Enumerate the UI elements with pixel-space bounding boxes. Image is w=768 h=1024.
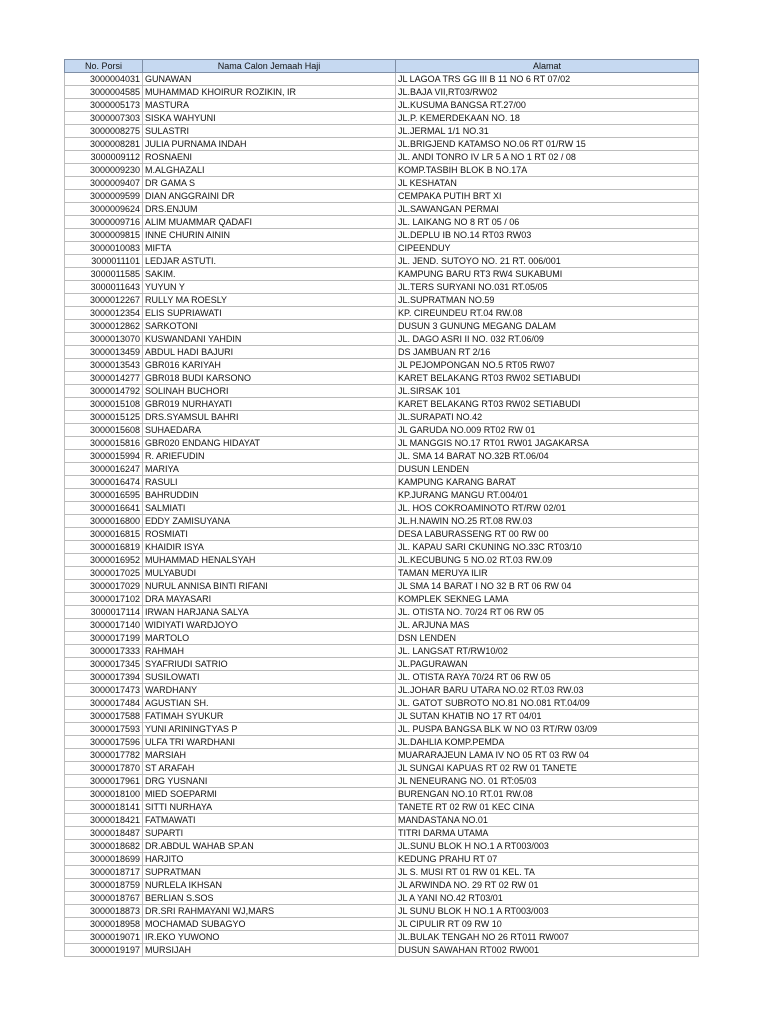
table-row <box>65 86 699 99</box>
cell-no-porsi: 3000018958 <box>65 918 143 931</box>
table-row <box>65 411 699 424</box>
cell-no-porsi: 3000012354 <box>65 307 143 320</box>
cell-alamat: JL.H.NAWIN NO.25 RT.08 RW.03 <box>396 515 699 528</box>
cell-no-porsi: 3000015608 <box>65 424 143 437</box>
cell-nama: SAKIM. <box>143 268 396 281</box>
cell-alamat: JL.DEPLU IB NO.14 RT03 RW03 <box>396 229 699 242</box>
cell-no-porsi: 3000016800 <box>65 515 143 528</box>
cell-nama: DRS.SYAMSUL BAHRI <box>143 411 396 424</box>
table-row <box>65 398 699 411</box>
table-row <box>65 905 699 918</box>
cell-nama: IR.EKO YUWONO <box>143 931 396 944</box>
table-row <box>65 931 699 944</box>
cell-nama: ALIM MUAMMAR QADAFI <box>143 216 396 229</box>
table-row <box>65 528 699 541</box>
hajj-registrant-table <box>64 59 699 957</box>
cell-nama: JULIA PURNAMA INDAH <box>143 138 396 151</box>
cell-nama: KHAIDIR ISYA <box>143 541 396 554</box>
cell-nama: YUYUN Y <box>143 281 396 294</box>
cell-no-porsi: 3000011585 <box>65 268 143 281</box>
cell-alamat: JL. HOS COKROAMINOTO RT/RW 02/01 <box>396 502 699 515</box>
cell-no-porsi: 3000017484 <box>65 697 143 710</box>
table-row <box>65 489 699 502</box>
table-row <box>65 346 699 359</box>
cell-no-porsi: 3000017114 <box>65 606 143 619</box>
table-row <box>65 801 699 814</box>
cell-alamat: BURENGAN NO.10 RT.01 RW.08 <box>396 788 699 801</box>
cell-nama: SUHAEDARA <box>143 424 396 437</box>
table-row <box>65 723 699 736</box>
cell-alamat: DUSUN LENDEN <box>396 463 699 476</box>
cell-nama: IRWAN HARJANA SALYA <box>143 606 396 619</box>
cell-nama: DIAN ANGGRAINI DR <box>143 190 396 203</box>
cell-alamat: KEDUNG PRAHU RT 07 <box>396 853 699 866</box>
cell-no-porsi: 3000014277 <box>65 372 143 385</box>
cell-alamat: JL NENEURANG NO. 01 RT:05/03 <box>396 775 699 788</box>
cell-alamat: JL.PAGURAWAN <box>396 658 699 671</box>
cell-nama: DRG YUSNANI <box>143 775 396 788</box>
cell-nama: R. ARIEFUDIN <box>143 450 396 463</box>
cell-no-porsi: 3000018421 <box>65 814 143 827</box>
table-row <box>65 658 699 671</box>
table-row <box>65 229 699 242</box>
cell-alamat: JL.SIRSAK 101 <box>396 385 699 398</box>
cell-nama: LEDJAR ASTUTI. <box>143 255 396 268</box>
cell-no-porsi: 3000017140 <box>65 619 143 632</box>
cell-no-porsi: 3000018759 <box>65 879 143 892</box>
cell-alamat: JL LAGOA TRS GG III B 11 NO 6 RT 07/02 <box>396 73 699 86</box>
cell-nama: DRS.ENJUM <box>143 203 396 216</box>
cell-no-porsi: 3000018141 <box>65 801 143 814</box>
cell-alamat: KAMPUNG KARANG BARAT <box>396 476 699 489</box>
cell-nama: SUPRATMAN <box>143 866 396 879</box>
cell-nama: GBR019 NURHAYATI <box>143 398 396 411</box>
cell-nama: FATIMAH SYUKUR <box>143 710 396 723</box>
table-row <box>65 606 699 619</box>
table-row <box>65 164 699 177</box>
table-row <box>65 684 699 697</box>
cell-no-porsi: 3000009624 <box>65 203 143 216</box>
header-nama: Nama Calon Jemaah Haji <box>143 60 396 73</box>
table-row <box>65 554 699 567</box>
cell-no-porsi: 3000017102 <box>65 593 143 606</box>
table-row <box>65 320 699 333</box>
table-row <box>65 775 699 788</box>
cell-alamat: TANETE RT 02 RW 01 KEC CINA <box>396 801 699 814</box>
cell-no-porsi: 3000009230 <box>65 164 143 177</box>
cell-nama: GUNAWAN <box>143 73 396 86</box>
cell-alamat: JL KESHATAN <box>396 177 699 190</box>
cell-no-porsi: 3000009407 <box>65 177 143 190</box>
cell-nama: SALMIATI <box>143 502 396 515</box>
cell-alamat: JL SUTAN KHATIB NO 17 RT 04/01 <box>396 710 699 723</box>
table-row <box>65 463 699 476</box>
cell-nama: SULASTRI <box>143 125 396 138</box>
cell-nama: DR.ABDUL WAHAB SP.AN <box>143 840 396 853</box>
cell-no-porsi: 3000018487 <box>65 827 143 840</box>
cell-nama: MARTOLO <box>143 632 396 645</box>
cell-no-porsi: 3000013459 <box>65 346 143 359</box>
table-row <box>65 138 699 151</box>
table-row <box>65 697 699 710</box>
cell-alamat: JL.P. KEMERDEKAAN NO. 18 <box>396 112 699 125</box>
cell-alamat: MUARARAJEUN LAMA IV NO 05 RT 03 RW 04 <box>396 749 699 762</box>
cell-nama: MARIYA <box>143 463 396 476</box>
cell-no-porsi: 3000008281 <box>65 138 143 151</box>
cell-alamat: JL CIPULIR RT 09 RW 10 <box>396 918 699 931</box>
cell-no-porsi: 3000019197 <box>65 944 143 957</box>
table-row <box>65 112 699 125</box>
cell-alamat: JL SUNGAI KAPUAS RT 02 RW 01 TANETE <box>396 762 699 775</box>
cell-no-porsi: 3000017782 <box>65 749 143 762</box>
table-row <box>65 645 699 658</box>
table-row <box>65 515 699 528</box>
cell-alamat: KP.JURANG MANGU RT.004/01 <box>396 489 699 502</box>
cell-no-porsi: 3000017029 <box>65 580 143 593</box>
cell-no-porsi: 3000017025 <box>65 567 143 580</box>
cell-nama: SUPARTI <box>143 827 396 840</box>
cell-alamat: JL. OTISTA NO. 70/24 RT 06 RW 05 <box>396 606 699 619</box>
cell-no-porsi: 3000017596 <box>65 736 143 749</box>
cell-alamat: CEMPAKA PUTIH BRT XI <box>396 190 699 203</box>
cell-no-porsi: 3000017588 <box>65 710 143 723</box>
table-row <box>65 177 699 190</box>
cell-no-porsi: 3000017593 <box>65 723 143 736</box>
cell-nama: MUHAMMAD KHOIRUR ROZIKIN, IR <box>143 86 396 99</box>
cell-nama: EDDY ZAMISUYANA <box>143 515 396 528</box>
table-row <box>65 580 699 593</box>
cell-nama: SUSILOWATI <box>143 671 396 684</box>
cell-alamat: JL. PUSPA BANGSA BLK W NO 03 RT/RW 03/09 <box>396 723 699 736</box>
cell-no-porsi: 3000016641 <box>65 502 143 515</box>
table-row <box>65 437 699 450</box>
table-row <box>65 541 699 554</box>
cell-nama: INNE CHURIN AININ <box>143 229 396 242</box>
table-row <box>65 385 699 398</box>
cell-nama: ST ARAFAH <box>143 762 396 775</box>
cell-no-porsi: 3000013070 <box>65 333 143 346</box>
cell-no-porsi: 3000017345 <box>65 658 143 671</box>
cell-no-porsi: 3000018717 <box>65 866 143 879</box>
table-body <box>65 73 699 957</box>
cell-alamat: JL.BULAK TENGAH NO 26 RT011 RW007 <box>396 931 699 944</box>
cell-alamat: KARET BELAKANG RT03 RW02 SETIABUDI <box>396 398 699 411</box>
cell-no-porsi: 3000016815 <box>65 528 143 541</box>
cell-alamat: JL PEJOMPONGAN NO.5 RT05 RW07 <box>396 359 699 372</box>
cell-no-porsi: 3000009815 <box>65 229 143 242</box>
table-row <box>65 73 699 86</box>
cell-nama: GBR020 ENDANG HIDAYAT <box>143 437 396 450</box>
table-row <box>65 814 699 827</box>
cell-alamat: JL. KAPAU SARI CKUNING NO.33C RT03/10 <box>396 541 699 554</box>
cell-alamat: JL.TERS SURYANI NO.031 RT.05/05 <box>396 281 699 294</box>
cell-no-porsi: 3000018699 <box>65 853 143 866</box>
cell-no-porsi: 3000011643 <box>65 281 143 294</box>
table-row <box>65 99 699 112</box>
table-row <box>65 216 699 229</box>
cell-no-porsi: 3000018873 <box>65 905 143 918</box>
cell-alamat: JL GARUDA NO.009 RT02 RW 01 <box>396 424 699 437</box>
cell-no-porsi: 3000019071 <box>65 931 143 944</box>
cell-no-porsi: 3000010083 <box>65 242 143 255</box>
cell-nama: DR GAMA S <box>143 177 396 190</box>
table-row <box>65 125 699 138</box>
cell-nama: ELIS SUPRIAWATI <box>143 307 396 320</box>
cell-alamat: KOMPLEK SEKNEG LAMA <box>396 593 699 606</box>
table-row <box>65 762 699 775</box>
cell-nama: RASULI <box>143 476 396 489</box>
cell-alamat: JL. LAIKANG NO 8 RT 05 / 06 <box>396 216 699 229</box>
cell-nama: SOLINAH BUCHORI <box>143 385 396 398</box>
cell-no-porsi: 3000017394 <box>65 671 143 684</box>
cell-nama: WIDIYATI WARDJOYO <box>143 619 396 632</box>
cell-nama: SITTI NURHAYA <box>143 801 396 814</box>
cell-no-porsi: 3000017199 <box>65 632 143 645</box>
cell-alamat: JL. JEND. SUTOYO NO. 21 RT. 006/001 <box>396 255 699 268</box>
cell-no-porsi: 3000016474 <box>65 476 143 489</box>
cell-nama: MIFTA <box>143 242 396 255</box>
cell-alamat: KOMP.TASBIH BLOK B NO.17A <box>396 164 699 177</box>
table-row <box>65 203 699 216</box>
table-row <box>65 879 699 892</box>
table-row <box>65 151 699 164</box>
cell-alamat: JL. OTISTA RAYA 70/24 RT 06 RW 05 <box>396 671 699 684</box>
cell-no-porsi: 3000016247 <box>65 463 143 476</box>
cell-nama: ULFA TRI WARDHANI <box>143 736 396 749</box>
table-row <box>65 749 699 762</box>
cell-no-porsi: 3000007303 <box>65 112 143 125</box>
cell-no-porsi: 3000008275 <box>65 125 143 138</box>
table-row <box>65 255 699 268</box>
cell-nama: ROSMIATI <box>143 528 396 541</box>
cell-nama: ROSNAENI <box>143 151 396 164</box>
cell-nama: MIED SOEPARMI <box>143 788 396 801</box>
cell-nama: MARSIAH <box>143 749 396 762</box>
table-row <box>65 450 699 463</box>
table-row <box>65 840 699 853</box>
cell-nama: SARKOTONI <box>143 320 396 333</box>
cell-no-porsi: 3000012862 <box>65 320 143 333</box>
table-row <box>65 892 699 905</box>
cell-nama: FATMAWATI <box>143 814 396 827</box>
header-alamat: Alamat <box>396 60 699 73</box>
cell-no-porsi: 3000018682 <box>65 840 143 853</box>
cell-nama: MASTURA <box>143 99 396 112</box>
cell-no-porsi: 3000013543 <box>65 359 143 372</box>
table-row <box>65 372 699 385</box>
cell-nama: HARJITO <box>143 853 396 866</box>
table-row <box>65 242 699 255</box>
cell-no-porsi: 3000009112 <box>65 151 143 164</box>
cell-alamat: JL.KECUBUNG 5 NO.02 RT.03 RW.09 <box>396 554 699 567</box>
cell-nama: MULYABUDI <box>143 567 396 580</box>
table-row <box>65 268 699 281</box>
cell-nama: NURLELA IKHSAN <box>143 879 396 892</box>
cell-alamat: JL MANGGIS NO.17 RT01 RW01 JAGAKARSA <box>396 437 699 450</box>
cell-nama: BERLIAN S.SOS <box>143 892 396 905</box>
cell-alamat: DSN LENDEN <box>396 632 699 645</box>
table-row <box>65 190 699 203</box>
cell-nama: KUSWANDANI YAHDIN <box>143 333 396 346</box>
cell-no-porsi: 3000017333 <box>65 645 143 658</box>
cell-no-porsi: 3000011101 <box>65 255 143 268</box>
cell-alamat: MANDASTANA NO.01 <box>396 814 699 827</box>
cell-no-porsi: 3000018767 <box>65 892 143 905</box>
header-row <box>65 60 699 73</box>
cell-nama: MOCHAMAD SUBAGYO <box>143 918 396 931</box>
table-row <box>65 671 699 684</box>
cell-no-porsi: 3000016952 <box>65 554 143 567</box>
cell-nama: MUHAMMAD HENALSYAH <box>143 554 396 567</box>
table-row <box>65 476 699 489</box>
table-row <box>65 619 699 632</box>
cell-alamat: JL. LANGSAT RT/RW10/02 <box>396 645 699 658</box>
cell-alamat: JL.SUNU BLOK H NO.1 A RT003/003 <box>396 840 699 853</box>
cell-no-porsi: 3000004585 <box>65 86 143 99</box>
cell-alamat: JL. ARJUNA MAS <box>396 619 699 632</box>
cell-nama: DRA MAYASARI <box>143 593 396 606</box>
cell-nama: SISKA WAHYUNI <box>143 112 396 125</box>
cell-no-porsi: 3000018100 <box>65 788 143 801</box>
cell-alamat: JL ARWINDA NO. 29 RT 02 RW 01 <box>396 879 699 892</box>
cell-nama: BAHRUDDIN <box>143 489 396 502</box>
header-no-porsi: No. Porsi <box>65 60 143 73</box>
table-row <box>65 710 699 723</box>
cell-nama: SYAFRIUDI SATRIO <box>143 658 396 671</box>
cell-no-porsi: 3000017961 <box>65 775 143 788</box>
table-row <box>65 281 699 294</box>
cell-nama: DR.SRI RAHMAYANI WJ,MARS <box>143 905 396 918</box>
cell-no-porsi: 3000016595 <box>65 489 143 502</box>
cell-alamat: JL.BAJA VII,RT03/RW02 <box>396 86 699 99</box>
cell-nama: AGUSTIAN SH. <box>143 697 396 710</box>
cell-nama: MURSIJAH <box>143 944 396 957</box>
table-row <box>65 502 699 515</box>
cell-alamat: DUSUN SAWAHAN RT002 RW001 <box>396 944 699 957</box>
cell-nama: GBR018 BUDI KARSONO <box>143 372 396 385</box>
cell-no-porsi: 3000017473 <box>65 684 143 697</box>
cell-alamat: JL.SURAPATI NO.42 <box>396 411 699 424</box>
cell-alamat: CIPEENDUY <box>396 242 699 255</box>
cell-alamat: JL. ANDI TONRO IV LR 5 A NO 1 RT 02 / 08 <box>396 151 699 164</box>
cell-alamat: JL S. MUSI RT 01 RW 01 KEL. TA <box>396 866 699 879</box>
cell-no-porsi: 3000015125 <box>65 411 143 424</box>
table-row <box>65 294 699 307</box>
table-row <box>65 853 699 866</box>
cell-alamat: JL.SAWANGAN PERMAI <box>396 203 699 216</box>
cell-alamat: JL SUNU BLOK H NO.1 A RT003/003 <box>396 905 699 918</box>
table-row <box>65 567 699 580</box>
cell-nama: RAHMAH <box>143 645 396 658</box>
cell-alamat: JL.JERMAL 1/1 NO.31 <box>396 125 699 138</box>
cell-alamat: JL.SUPRATMAN NO.59 <box>396 294 699 307</box>
cell-alamat: KARET BELAKANG RT03 RW02 SETIABUDI <box>396 372 699 385</box>
cell-alamat: JL.JOHAR BARU UTARA NO.02 RT.03 RW.03 <box>396 684 699 697</box>
table-row <box>65 866 699 879</box>
cell-alamat: JL. DAGO ASRI II NO. 032 RT.06/09 <box>396 333 699 346</box>
cell-nama: ABDUL HADI BAJURI <box>143 346 396 359</box>
cell-alamat: TAMAN MERUYA ILIR <box>396 567 699 580</box>
cell-no-porsi: 3000017870 <box>65 762 143 775</box>
cell-alamat: DUSUN 3 GUNUNG MEGANG DALAM <box>396 320 699 333</box>
cell-nama: M.ALGHAZALI <box>143 164 396 177</box>
cell-no-porsi: 3000005173 <box>65 99 143 112</box>
cell-alamat: JL A YANI NO.42 RT03/01 <box>396 892 699 905</box>
table-row <box>65 333 699 346</box>
cell-nama: YUNI ARININGTYAS P <box>143 723 396 736</box>
table-row <box>65 788 699 801</box>
table-row <box>65 827 699 840</box>
cell-no-porsi: 3000009599 <box>65 190 143 203</box>
cell-alamat: JL SMA 14 BARAT I NO 32 B RT 06 RW 04 <box>396 580 699 593</box>
table-row <box>65 307 699 320</box>
cell-nama: WARDHANY <box>143 684 396 697</box>
cell-alamat: KAMPUNG BARU RT3 RW4 SUKABUMI <box>396 268 699 281</box>
cell-alamat: JL.KUSUMA BANGSA RT.27/00 <box>396 99 699 112</box>
table-row <box>65 632 699 645</box>
cell-no-porsi: 3000009716 <box>65 216 143 229</box>
cell-alamat: JL. GATOT SUBROTO NO.81 NO.081 RT.04/09 <box>396 697 699 710</box>
cell-no-porsi: 3000015816 <box>65 437 143 450</box>
cell-alamat: DS JAMBUAN RT 2/16 <box>396 346 699 359</box>
table-row <box>65 944 699 957</box>
table-row <box>65 736 699 749</box>
table-row <box>65 593 699 606</box>
cell-nama: GBR016 KARIYAH <box>143 359 396 372</box>
cell-nama: RULLY MA ROESLY <box>143 294 396 307</box>
cell-alamat: JL.DAHLIA KOMP.PEMDA <box>396 736 699 749</box>
table-row <box>65 359 699 372</box>
cell-alamat: JL.BRIGJEND KATAMSO NO.06 RT 01/RW 15 <box>396 138 699 151</box>
table-row <box>65 424 699 437</box>
cell-no-porsi: 3000004031 <box>65 73 143 86</box>
cell-no-porsi: 3000016819 <box>65 541 143 554</box>
table-header <box>65 60 699 73</box>
cell-no-porsi: 3000012267 <box>65 294 143 307</box>
cell-alamat: KP. CIREUNDEU RT.04 RW.08 <box>396 307 699 320</box>
table-row <box>65 918 699 931</box>
cell-alamat: DESA LABURASSENG RT 00 RW 00 <box>396 528 699 541</box>
cell-nama: NURUL ANNISA BINTI RIFANI <box>143 580 396 593</box>
cell-alamat: TITRI DARMA UTAMA <box>396 827 699 840</box>
cell-alamat: JL. SMA 14 BARAT NO.32B RT.06/04 <box>396 450 699 463</box>
cell-no-porsi: 3000015994 <box>65 450 143 463</box>
cell-no-porsi: 3000015108 <box>65 398 143 411</box>
cell-no-porsi: 3000014792 <box>65 385 143 398</box>
